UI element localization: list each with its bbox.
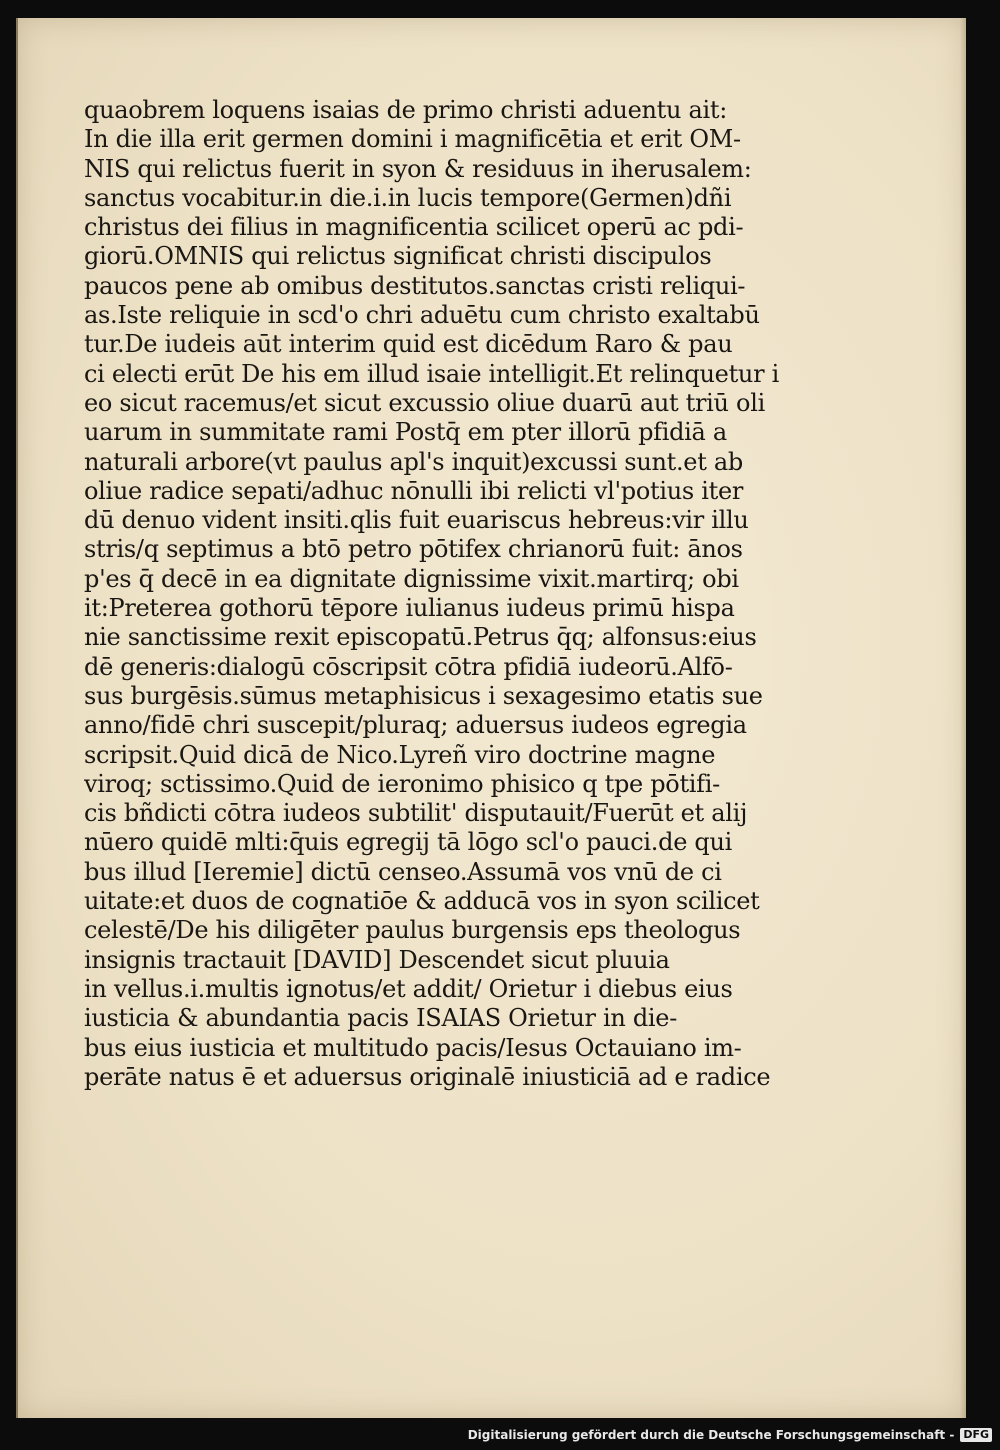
dfg-logo-icon: DFG xyxy=(960,1428,992,1442)
page-edge-shadow xyxy=(960,18,966,1418)
text-line: nie sanctissime rexit episcopatū.Petrus q̄q; alfonsus:eius xyxy=(84,623,757,652)
funding-credit-text: Digitalisierung gefördert durch die Deutsche Forschungsgemeinschaft - xyxy=(467,1428,955,1442)
text-line: bus illud [Ieremie] dictū censeo.Assumā vos vnū de ci xyxy=(84,857,722,886)
text-line: In die illa erit germen domini i magnificētia et erit OM- xyxy=(84,125,741,154)
printed-text-block xyxy=(84,96,784,1092)
text-line: paucos pene ab omibus destitutos.sanctas cristi reliqui- xyxy=(84,271,746,300)
text-line: quaobrem loquens isaias de primo christi aduentu ait: xyxy=(84,96,727,124)
funding-credit-bar xyxy=(468,1424,992,1446)
text-line: uitate:et duos de cognatiōe & adducā vos in syon scilicet xyxy=(84,887,760,916)
text-line: p'es q̄ decē in ea dignitate dignissime vixit.martirq; obi xyxy=(84,564,739,593)
text-line: iusticia & abundantia pacis ISAIAS Orietur in die- xyxy=(84,1004,678,1033)
text-line: sus burgēsis.sūmus metaphisicus i sexagesimo etatis sue xyxy=(84,681,763,710)
text-line: sanctus vocabitur.in die.i.in lucis tempore(Germen)dñi xyxy=(84,183,732,212)
text-line: christus dei filius in magnificentia scilicet operū ac pdi- xyxy=(84,213,744,242)
text-line: nūero quidē mlti:q̄uis egregij tā lōgo scl'o pauci.de qui xyxy=(84,828,733,857)
text-line: in vellus.i.multis ignotus/et addit/ Orietur i diebus eius xyxy=(84,974,733,1003)
text-line: giorū.OMNIS qui relictus significat christi discipulos xyxy=(84,242,712,271)
book-page xyxy=(16,18,966,1418)
text-line: bus eius iusticia et multitudo pacis/Iesus Octauiano im- xyxy=(84,1033,742,1062)
text-line: eo sicut racemus/et sicut excussio oliue duarū aut triū oli xyxy=(84,388,765,417)
text-line: insignis tractauit [DAVID] Descendet sicut pluuia xyxy=(84,945,670,974)
text-line: it:Preterea gothorū tēpore iulianus iudeus primū hispa xyxy=(84,594,735,623)
text-line: as.Iste reliquie in scd'o chri aduētu cum christo exaltabū xyxy=(84,301,760,330)
text-line: tur.De iudeis aūt interim quid est dicēdum Raro & pau xyxy=(84,330,733,359)
text-line: stris/q septimus a btō petro pōtifex chrianorū fuit: ānos xyxy=(84,535,743,564)
text-line: ci electi erūt De his em illud isaie intelligit.Et relinquetur i xyxy=(84,359,779,388)
text-line: oliue radice sepati/adhuc nōnulli ibi relicti vl'potius iter xyxy=(84,476,744,505)
text-line: perāte natus ē et aduersus originalē iniusticiā ad e radice xyxy=(84,1062,771,1091)
text-line: cis bñdicti cōtra iudeos subtilit' disputauit/Fuerūt et alij xyxy=(84,799,748,828)
text-line: dē generis:dialogū cōscripsit cōtra pfidiā iudeorū.Alfō- xyxy=(84,652,733,681)
text-line: uarum in summitate rami Postq̄ em pter illorū pfidiā a xyxy=(84,418,727,447)
text-line: celestē/De his diligēter paulus burgensis eps theologus xyxy=(84,916,741,945)
text-line: naturali arbore(vt paulus apl's inquit)excussi sunt.et ab xyxy=(84,447,743,476)
text-line: NIS qui relictus fuerit in syon & residuus in iherusalem: xyxy=(84,154,752,183)
text-line: dū denuo vident insiti.qlis fuit euariscus hebreus:vir illu xyxy=(84,506,749,535)
text-line: viroq; sctissimo.Quid de ieronimo phisico q tpe pōtifi- xyxy=(84,769,720,798)
text-line: scripsit.Quid dicā de Nico.Lyreñ viro doctrine magne xyxy=(84,740,716,769)
text-line: anno/fidē chri suscepit/pluraq; aduersus iudeos egregia xyxy=(84,711,747,740)
